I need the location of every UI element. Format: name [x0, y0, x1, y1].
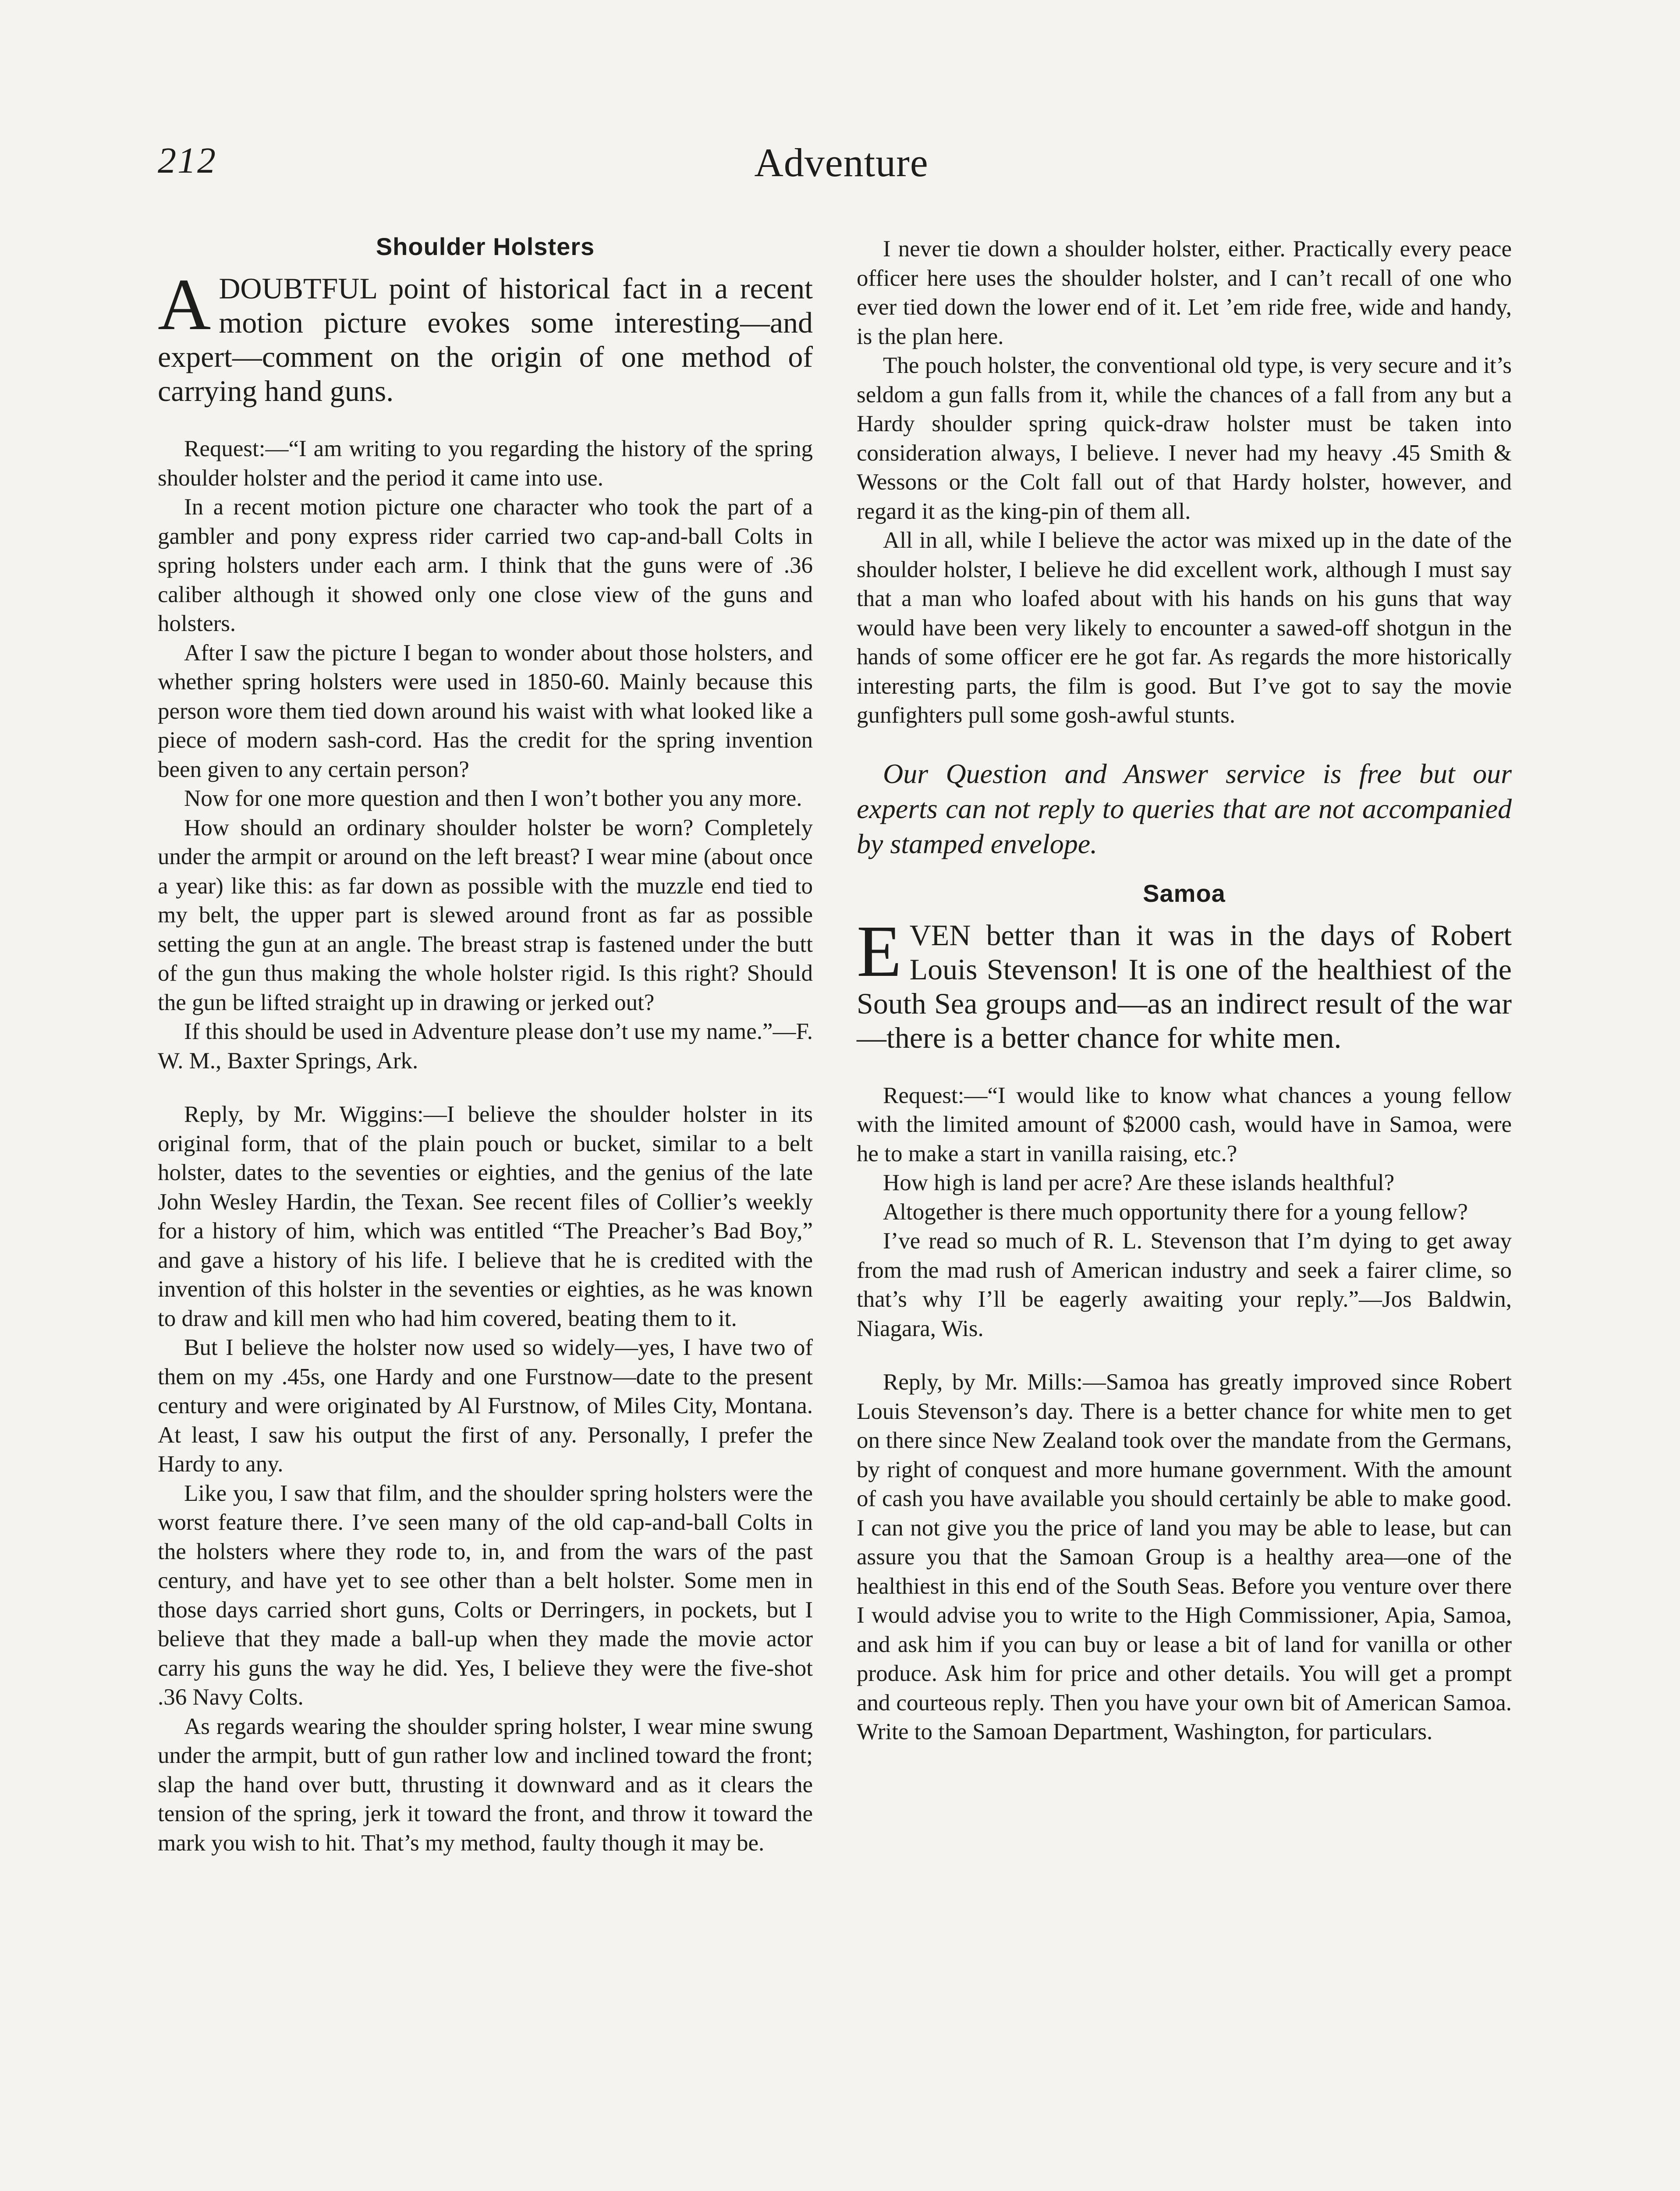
paragraph: I’ve read so much of R. L. Stevenson that I’m dying to get away from the mad rush of American industry and seek a fairer clime, so that’s why I’ll be eagerly awaiting your reply.”—Jos Baldwin, Niagara, Wis.: [857, 1228, 1512, 1341]
paragraph: Like you, I saw that film, and the shoulder spring holsters were the worst feature there. I’ve seen many of the old cap-and-ball Colts in the holsters where they rode to, in, and from the wars of the past century, and have yet to see other than a belt holster. Some men in those days carried short guns, Colts or Derringers, in pockets, but I believe that they made a ball-up when they made the movie actor carry his guns the way he did. Yes, I believe they were the five-shot .36 Navy Colts.: [158, 1480, 813, 1710]
paragraph: The pouch holster, the conventional old type, is very secure and it’s seldom a gun falls from it, while the chances of a fall from any but a Hardy shoulder spring quick-draw holster must be taken into consideration always, I believe. I never had my heavy .45 Smith & Wessons or the Colt fall out of that Hardy holster, however, and regard it as the king-pin of them all.: [857, 353, 1512, 524]
paragraph: But I believe the holster now used so widely—yes, I have two of them on my .45s, one Hardy and one Furstnow—date to the present century and were originated by Al Furstnow, of Miles City, Montana. At least, I saw his output the first of any. Personally, I prefer the Hardy to any.: [158, 1335, 813, 1477]
page-number: 212: [158, 140, 217, 181]
paragraph: How high is land per acre? Are these islands healthful?: [883, 1170, 1395, 1195]
section-title-holsters: Shoulder Holsters: [376, 233, 595, 260]
paragraph: In a recent motion picture one character who took the part of a gambler and pony express rider carried two cap-and-ball Colts in spring holsters under each arm. I think that the guns were of .36 caliber although it showed only one close view of the guns and holsters.: [158, 494, 813, 636]
section-title-samoa: Samoa: [1143, 879, 1226, 907]
paragraph: Request:—“I would like to know what chances a young fellow with the limited amount of $2000 cash, would have in Samoa, were he to make a start in vanilla raising, etc.?: [857, 1082, 1512, 1166]
paragraph: Request:—“I am writing to you regarding the history of the spring shoulder holster and the period it came into use.: [158, 436, 813, 491]
service-notice: Our Question and Answer service is free but our experts can not reply to queries that are not accompanied by stamped envelope.: [857, 758, 1512, 859]
drop-cap: A: [158, 264, 211, 345]
paragraph: Altogether is there much opportunity there for a young fellow?: [883, 1199, 1468, 1225]
page-header: [158, 139, 1525, 201]
lead-text: DOUBTFUL point of historical fact in a recent motion picture evokes some interesting—and expert—comment on the origin of one method of carrying hand guns.: [158, 272, 813, 408]
paragraph: Now for one more question and then I won’t bother you any more.: [184, 786, 802, 811]
lead-paragraph-holsters: [158, 264, 813, 408]
running-title: Adventure: [754, 140, 929, 185]
paragraph: All in all, while I believe the actor was mixed up in the date of the shoulder holster, I believe he did excellent work, although I must say that a man who loafed about with his hands on his guns that way would have been very likely to encounter a sawed-off shotgun in the hands of some officer ere he got far. As regards the more historically interesting parts, the film is good. But I’ve got to say the movie gunfighters pull some gosh-awful stunts.: [857, 528, 1512, 728]
paragraph: As regards wearing the shoulder spring holster, I wear mine swung under the armpit, butt of gun rather low and inclined toward the front; slap the hand over butt, thrusting it downward and as it clears the tension of the spring, jerk it toward the front, and throw it toward the mark you wish to hit. That’s my method, faulty though it may be.: [158, 1713, 813, 1856]
paragraph: After I saw the picture I began to wonder about those holsters, and whether spring holsters were used in 1850-60. Mainly because this person wore them tied down around his waist with what looked like a piece of modern sash-cord. Has the credit for the spring invention been given to any certain person?: [158, 640, 813, 782]
drop-cap: E: [857, 910, 902, 992]
paragraph: If this should be used in Adventure please don’t use my name.”—F. W. M., Baxter Springs, Ark.: [158, 1019, 813, 1074]
paragraph: How should an ordinary shoulder holster be worn? Completely under the armpit or around on the left breast? I wear mine (about once a year) like this: as far down as possible with the muzzle end tied to my belt, the upper part is slewed around front as far as possible setting the gun at an angle. The breast strap is fastened under the butt of the gun thus making the whole holster rigid. Is this right? Should the gun be lifted straight up in drawing or jerked out?: [158, 815, 813, 1015]
paragraph: Reply, by Mr. Mills:—Samoa has greatly improved since Robert Louis Stevenson’s day. There is a better chance for white men to get on there since New Zealand took over the mandate from the Germans, by right of conquest and more humane government. With the amount of cash you have available you should certainly be able to make good. I can not give you the price of land you may be able to lease, but can assure you that the Samoan Group is a healthy area—one of the healthiest in this end of the South Seas. Before you venture over there I would advise you to write to the High Commissioner, Apia, Samoa, and ask him if you can buy or lease a bit of land for vanilla or other produce. Ask him for price and other details. You will get a prompt and courteous reply. Then you have your own bit of American Samoa. Write to the Samoan Department, Washington, for particulars.: [857, 1369, 1512, 1744]
lead-paragraph-samoa: [857, 910, 1512, 1055]
paragraph: I never tie down a shoulder holster, either. Practically every peace officer here uses the shoulder holster, and I can’t recall of one who ever tied down the lower end of it. Let ’em ride free, wide and handy, is the plan here.: [857, 236, 1512, 349]
right-column: [857, 234, 1512, 1747]
paragraph: Reply, by Mr. Wiggins:—I believe the shoulder holster in its original form, that of the plain pouch or bucket, similar to a belt holster, dates to the seventies or eighties, and the genius of the late John Wesley Hardin, the Texan. See recent files of Collier’s weekly for a history of him, which was entitled “The Preacher’s Bad Boy,” and gave a history of his life. I believe that he is credited with the invention of this holster in the seventies or eighties, as he was known to draw and kill men who had him covered, beating them to it.: [158, 1102, 813, 1331]
lead-text: VEN better than it was in the days of Robert Louis Stevenson! It is one of the healthiest of the South Sea groups and—as an indirect result of the war—there is a better chance for white men.: [857, 918, 1512, 1054]
left-column: [158, 232, 813, 1858]
